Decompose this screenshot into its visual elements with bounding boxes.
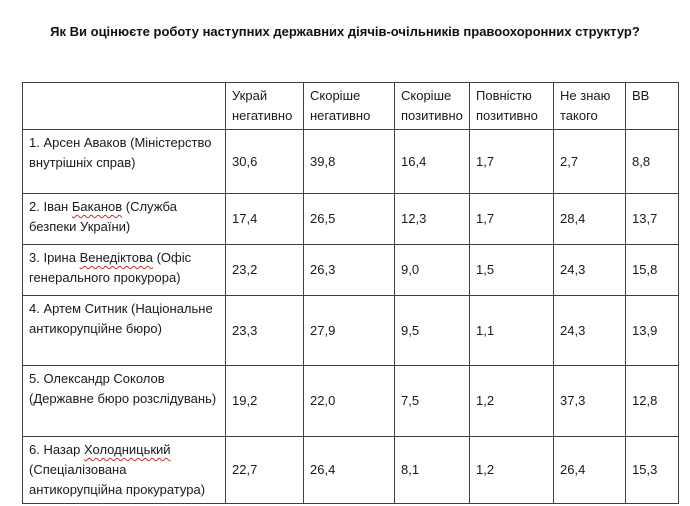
value-cell: 16,4 (395, 130, 470, 194)
value-cell: 39,8 (304, 130, 395, 194)
value-cell: 22,0 (304, 366, 395, 437)
table-row (23, 366, 679, 437)
table-row (23, 437, 679, 504)
name-text: (Служба безпеки України) (29, 199, 177, 234)
table-header-row (23, 83, 679, 130)
value-cell: 15,3 (626, 437, 679, 504)
value-cell: 13,7 (626, 194, 679, 245)
name-text-misspelled: Баканов (71, 199, 123, 214)
value-cell: 8,8 (626, 130, 679, 194)
value-cell: 28,4 (554, 194, 626, 245)
value-cell: 27,9 (304, 296, 395, 366)
value-cell: 22,7 (226, 437, 304, 504)
name-text: 2. Іван (29, 199, 72, 214)
value-cell: 30,6 (226, 130, 304, 194)
table-row (23, 130, 679, 194)
name-text-misspelled: Венедіктова (79, 250, 153, 265)
table-row (23, 245, 679, 296)
value-cell: 26,5 (304, 194, 395, 245)
name-text: 3. Ірина (29, 250, 80, 265)
value-cell: 12,8 (626, 366, 679, 437)
table-row (23, 194, 679, 245)
name-text: (Спеціалізована антикорупційна прокуратура) (29, 462, 206, 497)
value-cell: 1,5 (470, 245, 554, 296)
value-cell: 24,3 (554, 296, 626, 366)
column-header: Не знаю такого (554, 83, 626, 130)
official-name-cell (23, 296, 226, 366)
value-cell: 17,4 (226, 194, 304, 245)
name-text: 5. Олександр Соколов (Державне бюро розслідувань) (29, 371, 217, 406)
value-cell: 2,7 (554, 130, 626, 194)
name-text-misspelled: Холодницький (83, 442, 171, 457)
value-cell: 23,2 (226, 245, 304, 296)
value-cell: 24,3 (554, 245, 626, 296)
value-cell: 9,5 (395, 296, 470, 366)
value-cell: 1,7 (470, 194, 554, 245)
column-header: ВВ (626, 83, 679, 130)
official-name-cell (23, 245, 226, 296)
name-text: 4. Артем Ситник (Національне антикорупційне бюро) (29, 301, 213, 336)
name-text: 6. Назар (29, 442, 84, 457)
column-header: Украй негативно (226, 83, 304, 130)
value-cell: 1,2 (470, 437, 554, 504)
value-cell: 26,4 (304, 437, 395, 504)
value-cell: 7,5 (395, 366, 470, 437)
official-name-cell (23, 194, 226, 245)
column-header: Скоріше позитивно (395, 83, 470, 130)
page-title: Як Ви оцінюєте роботу наступних державних діячів-очільників правоохоронних структур? (50, 24, 640, 39)
value-cell: 1,1 (470, 296, 554, 366)
column-header: Скоріше негативно (304, 83, 395, 130)
official-name-cell (23, 130, 226, 194)
table-row (23, 296, 679, 366)
name-text: 1. Арсен Аваков (Міністерство внутрішніх справ) (29, 135, 212, 170)
value-cell: 13,9 (626, 296, 679, 366)
value-cell: 12,3 (395, 194, 470, 245)
name-text: (Офіс генерального прокурора) (29, 250, 192, 285)
value-cell: 26,3 (304, 245, 395, 296)
value-cell: 1,2 (470, 366, 554, 437)
corner-cell (23, 83, 226, 130)
value-cell: 26,4 (554, 437, 626, 504)
value-cell: 23,3 (226, 296, 304, 366)
column-header: Повністю позитивно (470, 83, 554, 130)
value-cell: 8,1 (395, 437, 470, 504)
official-name-cell (23, 437, 226, 504)
survey-results-table (22, 82, 679, 504)
value-cell: 37,3 (554, 366, 626, 437)
official-name-cell (23, 366, 226, 437)
value-cell: 1,7 (470, 130, 554, 194)
value-cell: 9,0 (395, 245, 470, 296)
value-cell: 15,8 (626, 245, 679, 296)
value-cell: 19,2 (226, 366, 304, 437)
